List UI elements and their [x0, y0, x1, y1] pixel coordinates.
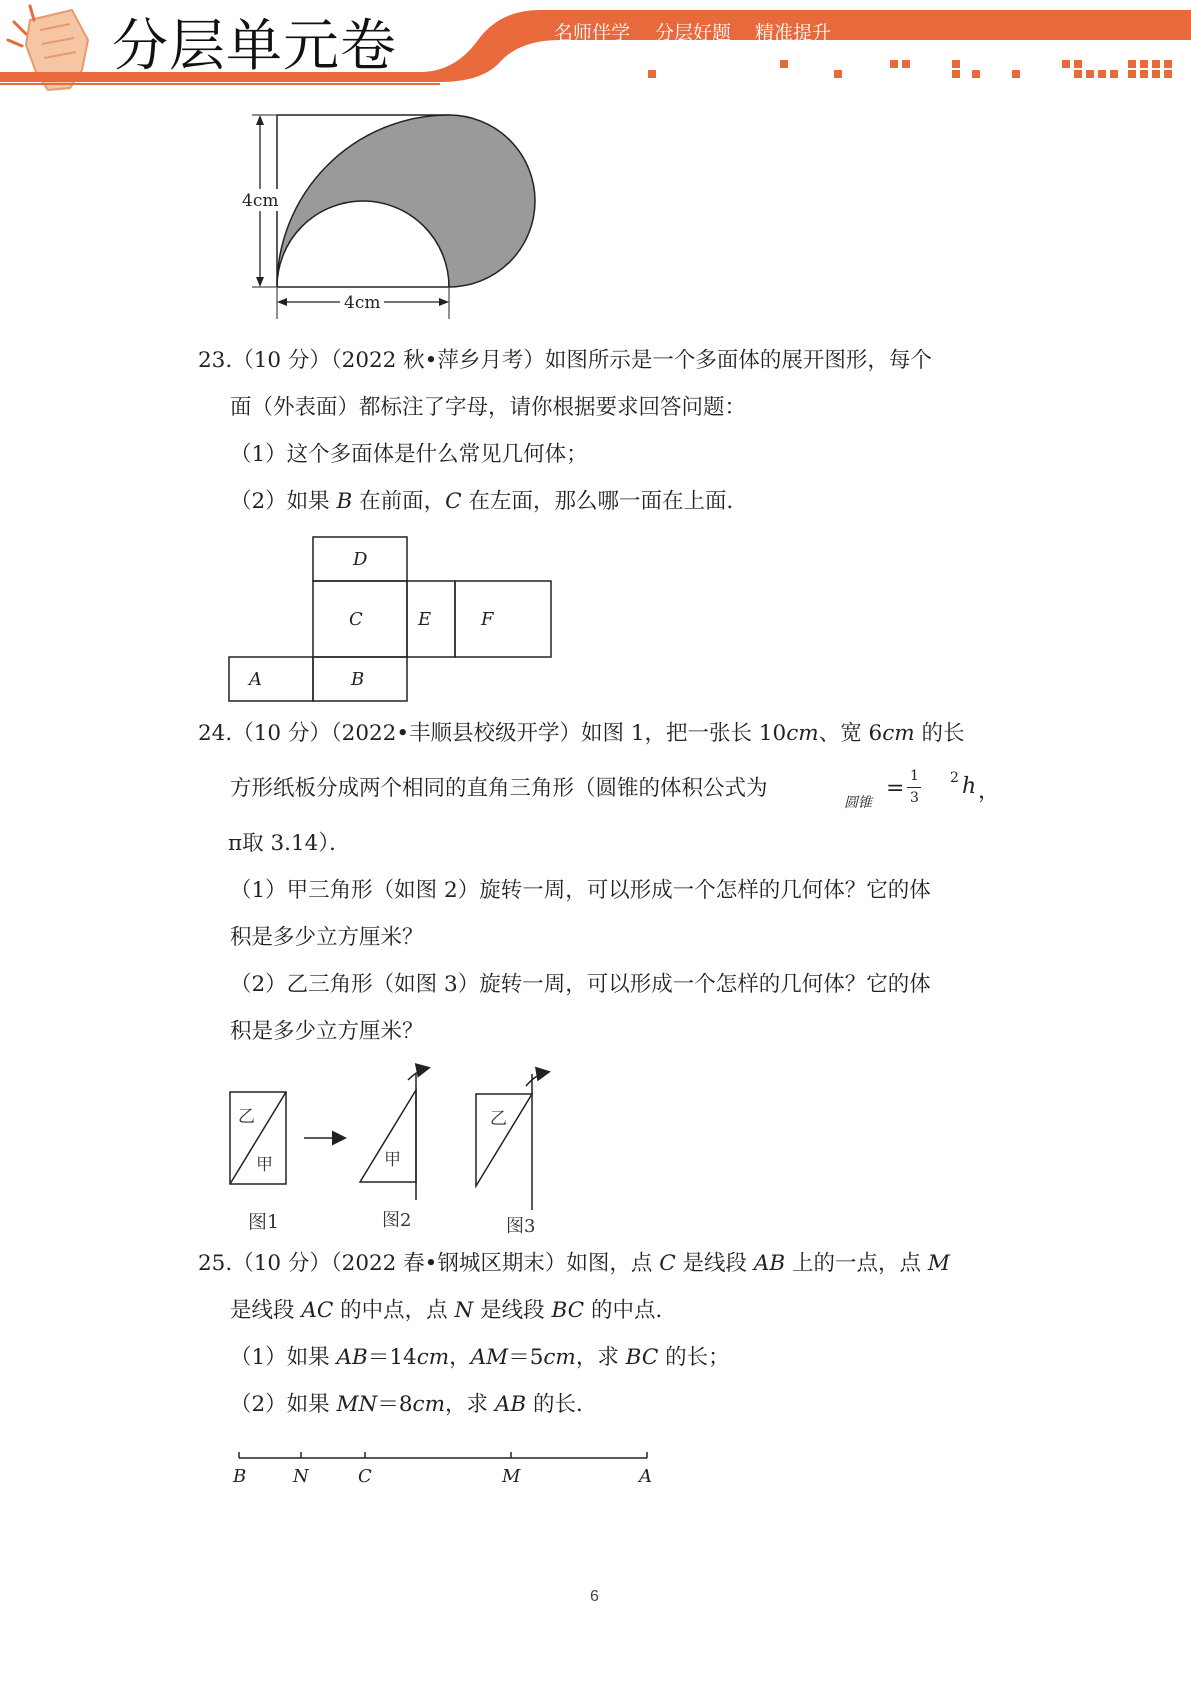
width-label: 4cm	[344, 293, 381, 313]
figure-2-triangle-jia	[360, 1068, 428, 1200]
header-slogan-3: 精准提升	[755, 22, 832, 44]
formula-numerator: 1	[910, 768, 919, 784]
point-label-m: M	[502, 1466, 521, 1487]
q24-line-6: （2）乙三角形（如图 3）旋转一周，可以形成一个怎样的几何体？它的体	[230, 972, 931, 997]
q23-line-2: 面（外表面）都标注了字母，请你根据要求回答问题：	[230, 395, 747, 420]
net-label-a: A	[249, 669, 262, 690]
header-slogan-2: 分层好题	[655, 22, 732, 44]
q25-line-1: 25.（10 分）（2022 春•钢城区期末）如图，点 C 是线段 AB 上的一点，点 M	[198, 1251, 950, 1276]
height-label: 4cm	[242, 191, 279, 211]
fig2-label-jia: 甲	[384, 1150, 401, 1170]
cube-net-figure	[225, 535, 565, 705]
q23-line-3: （1）这个多面体是什么常见几何体；	[230, 442, 588, 467]
q24-line-5: 积是多少立方厘米？	[230, 925, 424, 950]
header-slogan-1: 名师伴学	[554, 22, 631, 44]
page-number: 6	[590, 1588, 599, 1605]
point-label-c: C	[358, 1466, 372, 1487]
q24-line-2: 方形纸板分成两个相同的直角三角形（圆锥的体积公式为	[230, 776, 768, 801]
fig1-label-jia: 甲	[256, 1155, 273, 1175]
rotation-arrow-icon	[526, 1072, 548, 1086]
q25-line-3: （1）如果 AB＝14cm，AM＝5cm，求 BC 的长；	[230, 1345, 730, 1370]
q23-line-1: 23.（10 分）（2022 秋•萍乡月考）如图所示是一个多面体的展开图形，每个	[198, 348, 932, 373]
net-label-c: C	[349, 609, 363, 630]
decorative-squares	[648, 60, 1172, 78]
q25-line-2: 是线段 AC 的中点，点 N 是线段 BC 的中点．	[230, 1298, 677, 1323]
fig3-label-yi: 乙	[490, 1109, 507, 1129]
figure-1-rectangle	[230, 1092, 286, 1184]
segment-figure	[225, 1440, 665, 1490]
point-label-b: B	[233, 1466, 247, 1487]
net-label-f: F	[481, 609, 494, 630]
figure-3-triangle-yi	[476, 1072, 548, 1210]
formula-h: h	[962, 774, 977, 799]
shaded-region-figure	[230, 105, 550, 325]
fig1-caption: 图1	[248, 1211, 280, 1233]
header-title: 分层单元卷	[112, 14, 397, 79]
triangles-figure	[220, 1060, 580, 1250]
fig3-caption: 图3	[506, 1216, 536, 1237]
formula-superscript: 2	[950, 770, 959, 786]
cone-volume-formula	[844, 766, 1004, 816]
q24-line-1: 24.（10 分）（2022•丰顺县校级开学）如图 1，把一张长 10cm、宽 6cm 的长	[198, 721, 965, 746]
fig1-label-yi: 乙	[238, 1107, 255, 1127]
point-label-a: A	[639, 1466, 652, 1487]
formula-denominator: 3	[910, 790, 919, 806]
q24-line-7: 积是多少立方厘米？	[230, 1019, 424, 1044]
q24-line-3: π取 3.14）．	[228, 831, 351, 856]
point-label-n: N	[293, 1466, 309, 1487]
rotation-arrow-icon	[408, 1068, 428, 1080]
fig2-caption: 图2	[382, 1210, 412, 1231]
net-label-b: B	[351, 669, 365, 690]
formula-equals: =	[886, 776, 905, 801]
formula-comma: ，	[978, 779, 1001, 804]
net-label-d: D	[353, 549, 368, 570]
net-label-e: E	[418, 609, 432, 630]
q25-line-4: （2）如果 MN＝8cm，求 AB 的长．	[230, 1392, 598, 1417]
q24-line-4: （1）甲三角形（如图 2）旋转一周，可以形成一个怎样的几何体？它的体	[230, 878, 931, 903]
formula-subscript: 圆锥	[844, 795, 872, 811]
q23-line-4: （2）如果 B 在前面，C 在左面，那么哪一面在上面．	[230, 489, 748, 514]
